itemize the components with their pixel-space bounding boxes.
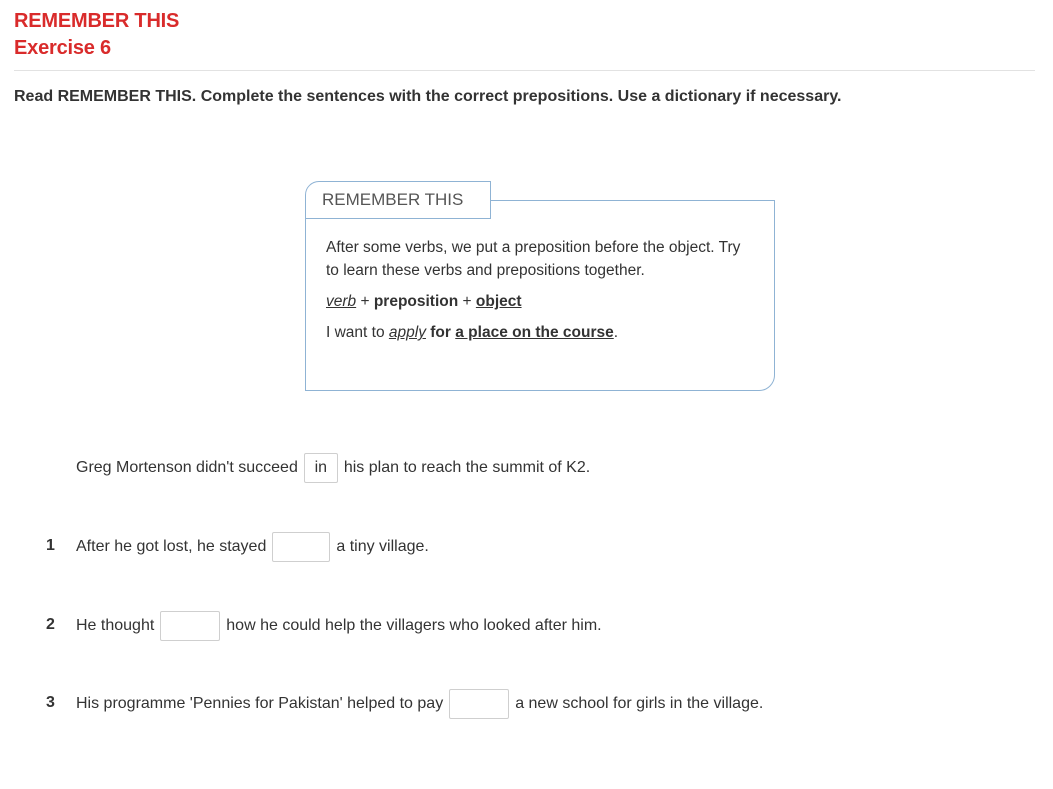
sentence-before: After he got lost, he stayed — [76, 538, 267, 555]
exercise-title: Exercise 6 — [14, 37, 111, 59]
example-answer-box: in — [304, 453, 338, 483]
question-1 — [0, 530, 1053, 564]
sentence-before: His programme 'Pennies for Pakistan' helped to pay — [76, 695, 444, 712]
question-number: 3 — [46, 694, 55, 711]
sentence-line — [76, 609, 602, 643]
example-verb: apply — [388, 324, 426, 341]
formula-plus-2: + — [458, 293, 476, 310]
formula-object: object — [475, 293, 522, 310]
example-pre: I want to — [326, 324, 389, 341]
sentence-before: Greg Mortenson didn't succeed — [76, 459, 298, 476]
remember-this-formula — [326, 291, 756, 313]
sentence-line — [76, 687, 763, 721]
formula-verb: verb — [326, 293, 357, 310]
formula-plus-1: + — [356, 293, 374, 310]
remember-this-tab: REMEMBER THIS — [305, 181, 491, 219]
sentence-line — [76, 451, 590, 485]
answer-input-2[interactable] — [160, 611, 220, 641]
example-object: a place on the course — [455, 324, 614, 341]
question-number: 1 — [46, 537, 55, 554]
sentence-before: He thought — [76, 617, 155, 634]
answer-input-1[interactable] — [272, 532, 330, 562]
exercise-header — [14, 8, 179, 62]
sentence-after: how he could help the villagers who looked after him. — [226, 617, 602, 634]
example-end: . — [613, 324, 619, 341]
sentence-after: a tiny village. — [336, 538, 429, 555]
sentence-after: a new school for girls in the village. — [515, 695, 764, 712]
question-3 — [0, 687, 1053, 721]
divider — [14, 70, 1035, 71]
instruction-text: Read REMEMBER THIS. Complete the sentences with the correct prepositions. Use a dictionary if necessary. — [14, 88, 842, 105]
answer-input-3[interactable] — [449, 689, 509, 719]
example-prep: for — [425, 324, 456, 341]
sentence-after: his plan to reach the summit of K2. — [343, 459, 591, 476]
remember-this-paragraph: After some verbs, we put a preposition before the object. Try to learn these verbs and prepositions together. — [326, 239, 741, 279]
formula-preposition: preposition — [373, 293, 459, 310]
remember-this-example — [326, 322, 756, 344]
example-sentence — [0, 451, 1053, 485]
remember-this-content — [326, 236, 756, 344]
question-2 — [0, 609, 1053, 643]
question-number: 2 — [46, 616, 55, 633]
sentence-line — [76, 530, 429, 564]
section-title: REMEMBER THIS — [14, 10, 180, 32]
